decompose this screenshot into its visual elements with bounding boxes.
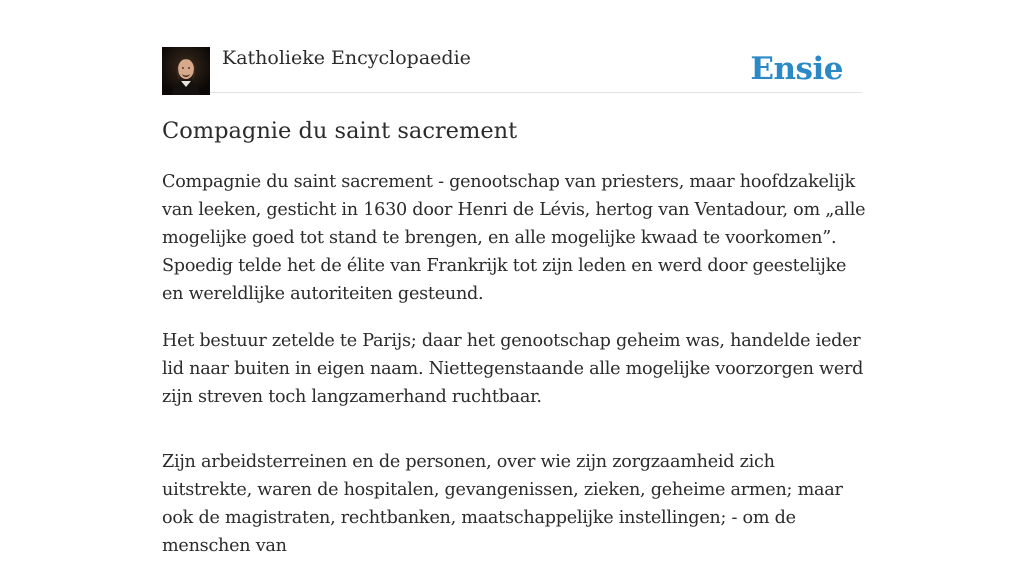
- brand-logo[interactable]: Ensie: [750, 51, 843, 87]
- article-paragraph: Zijn arbeidsterreinen en de personen, over wie zijn zorgzaamheid zich uitstrekte, waren de hospitalen, gevangenissen, zieken, geheime armen; maar ook de magistraten, rechtbanken, maatschappelijke instellingen; - om de menschen van: [162, 452, 843, 556]
- page: [162, 0, 866, 556]
- article-paragraph: Compagnie du saint sacrement - genootschap van priesters, maar hoofdzakelijk van leeken, gesticht in 1630 door Henri de Lévis, hertog van Ventadour, om „alle mogelijke goed tot stand te brengen, en alle mogelijke kwaad te voorkomen”. Spoedig telde het de élite van Frankrijk tot zijn leden en werd door geestelijke en wereldlijke autoriteiten gesteund.: [162, 172, 866, 304]
- portrait-avatar-icon: [162, 47, 210, 95]
- site-header: [162, 0, 862, 93]
- avatar[interactable]: [162, 47, 210, 95]
- article-paragraph: Het bestuur zetelde te Parijs; daar het genootschap geheim was, handelde ieder lid naar buiten in eigen naam. Niettegenstaande alle mogelijke voorzorgen werd zijn streven toch langzamerhand ruchtbaar.: [162, 331, 864, 407]
- article-body: [162, 168, 868, 579]
- page-title: Compagnie du saint sacrement: [162, 118, 518, 144]
- site-title[interactable]: Katholieke Encyclopaedie: [222, 47, 471, 69]
